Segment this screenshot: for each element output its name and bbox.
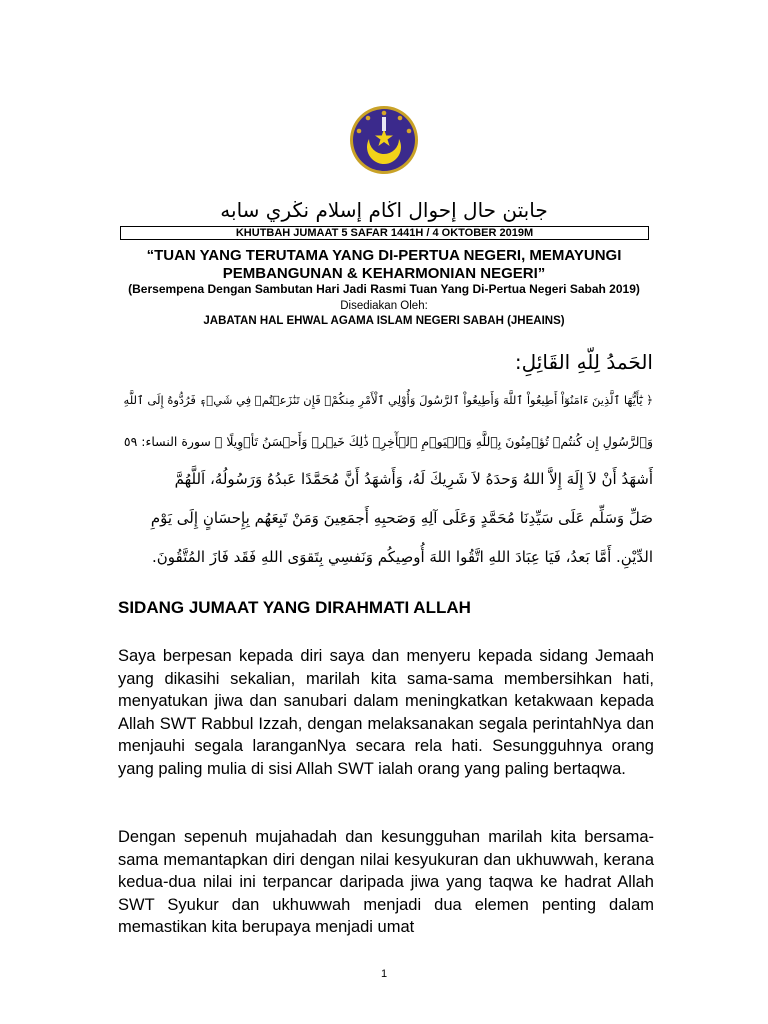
- amma-bad-line: الدِّيْنِ. أَمَّا بَعدُ، فَيَا عِبَادَ اللهِ اتَّقُوا اللهَ أُوصِيكُم وَنَفسِي بِتَقوَى اللهِ فَقَد فَازَ المُتَّقُونَ.: [152, 548, 653, 566]
- khutbah-date-box: KHUTBAH JUMAAT 5 SAFAR 1441H / 4 OKTOBER 2019M: [120, 226, 649, 240]
- quran-verse-line2: وَٱلرَّسُولِ إِن كُنتُمۡ تُؤۡمِنُونَ بِٱللَّهِ وَٱلۡيَوۡمِ ٱلۡأٓخِرِۚ ذَٰلِكَ خَيۡرٞ وَأَحۡسَنُ تَأۡوِيلًا ﴾ سورة النساء: ٥٩: [123, 434, 653, 449]
- shahada-line: أَشهَدُ أَنْ لاَ إِلَهَ إِلاَّ اللهُ وَحدَهُ لاَ شَرِيكَ لَهُ، وَأَشهَدُ أَنَّ مُحَمَّدًا عَبدُهُ وَرَسُولُهُ، اَللَّهُمَّ: [174, 470, 653, 488]
- crescent-star-emblem-icon: [349, 105, 419, 175]
- khutbah-title-line2: PEMBANGUNAN & KEHARMONIAN NEGERI”: [222, 265, 546, 282]
- department-name-jawi: جابتن حال إحوال اڬام إسلام نڬري سابه: [220, 198, 548, 222]
- prepared-by-label: Disediakan Oleh:: [340, 300, 428, 312]
- khutbah-title-line1: “TUAN YANG TERUTAMA YANG DI-PERTUA NEGERI, MEMAYUNGI: [146, 247, 622, 264]
- page-number: 1: [380, 968, 388, 980]
- paragraph-2: Dengan sepenuh mujahadah dan kesungguhan marilah kita bersama-sama memantapkan diri dengan nilai kesyukuran dan ukhuwwah, kerana kedua-dua nilai ini terpancar daripada jiwa yang taqwa ke hadrat Allah SWT Syukur dan ukhuwwah menjadi dua elemen penting dalam memastikan kita berupaya menjadi umat: [118, 828, 654, 937]
- salawat-line: صَلِّ وَسَلِّم عَلَى سَيِّدِنَا مُحَمَّدٍ وَعَلَى آلِهِ وَصَحبِهِ أَجمَعِينَ وَمَنْ تَبِعَهُم بِإِحسَانٍ إِلَى يَوْمِ: [150, 509, 653, 527]
- department-name: JABATAN HAL EHWAL AGAMA ISLAM NEGERI SABAH (JHEAINS): [203, 315, 565, 327]
- arabic-opening: الحَمدُ لِلّهِ القَائِلِ:: [514, 350, 653, 374]
- quran-verse-line1: ﴿ يَٰٓأَيُّهَا ٱلَّذِينَ ءَامَنُوٓاْ أَطِيعُواْ ٱللَّهَ وَأَطِيعُواْ ٱلرَّسُولَ وَأُوْلِي ٱلْأَمْرِ مِنكُمْۖ فَإِن تَنَٰزَعۡتُمۡ فِي شَيۡءٖ فَرُدُّوهُ إِلَى ٱللَّهِ: [123, 393, 653, 407]
- paragraph-1: Saya berpesan kepada diri saya dan menyeru kepada sidang Jemaah yang dikasihi sekalian, marilah kita sama-sama membersihkan hati, menyatukan jiwa dan sanubari dalam meningkatkan ketakwaan kepada Allah SWT Rabbul Izzah, dengan melaksanakan segala perintahNya dan menjauhi segala laranganNya secara rela hati. Sesungguhnya orang yang paling mulia di sisi Allah SWT ialah orang yang paling bertaqwa.: [118, 647, 654, 778]
- khutbah-subtitle: (Bersempena Dengan Sambutan Hari Jadi Rasmi Tuan Yang Di-Pertua Negeri Sabah 2019): [128, 282, 640, 296]
- jheains-logo: [349, 105, 419, 175]
- section-heading: SIDANG JUMAAT YANG DIRAHMATI ALLAH: [118, 598, 471, 617]
